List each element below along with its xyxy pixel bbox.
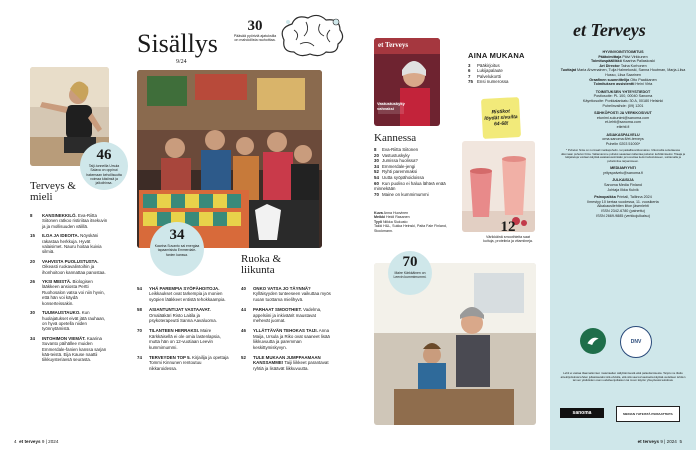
colophon-line (560, 68, 686, 77)
callout-46 (80, 142, 128, 190)
toc-entry (137, 328, 235, 350)
colophon-group (560, 178, 686, 192)
toc-heading: TUUMAUSTAUKO. (42, 310, 81, 316)
callout-34 (150, 222, 204, 276)
list-page: 60 (374, 180, 379, 186)
colophon-group-title: MEDIAMYYNTI (610, 166, 636, 171)
cover-tag-1: Vastustuskyky (377, 101, 405, 106)
footer-issue: 9 | 2024 (660, 439, 677, 444)
list-page: 20 (374, 152, 379, 158)
toc-page: 20 (30, 258, 35, 264)
list-text: Vastustuskyky (382, 152, 410, 158)
toc-heading: YKSI MEISTÄ. (42, 279, 72, 285)
list-text: Kun puoliso ei halua lähteä enää minnekään (374, 180, 446, 192)
colophon-text (560, 50, 686, 221)
colophon-bottom-note: Lehti ei vastaa tilaamattomien materiaalien säilyttämisestä eikä palauttamisesta. Tarjotu ne tilattu ainekirjoituksia lehden julkaistavaksi sitä ehdolla, että sitä saa korvauksetta käyttää uudelleen lehden tai sen yksiköiden osan uudelleenjulkaisun tai muun käytön yhteydessä tekstissä. (560, 371, 686, 382)
colophon-value[interactable]: etlehti.fi (616, 124, 630, 129)
credit-text: Niikka Siukusto (382, 219, 408, 224)
colophon-value: Johtaja Ilkka Kulvik (607, 187, 639, 192)
cover-thumbnail (374, 38, 440, 126)
colophon-group (560, 90, 686, 108)
colophon-fineprint: * Puhelun hinta on normaali matkapuhelin- tai paikallisverkkomaksu. Ulkomailta soitettaessa ulkomaan puhelun hinta. Valtamamme puhelut saatetaan tallentaa palvelun kehittämiseksi. Tilaaja ja lukijatietoja voidaan käyttää asiakasviestintään ja luovuttaa tiedot tarkoitukseen, soittamalla ja puhelimitse tarjoamiseen. (560, 148, 686, 163)
page-title: Sisällys (137, 29, 218, 58)
sanoma-logo-text: sanoma (572, 410, 592, 416)
list-text: Uutta syöpähoidoissa (382, 174, 424, 180)
toc-entry (30, 233, 112, 255)
footer-left (14, 439, 58, 444)
colophon-value: Otto Paakkanen (630, 77, 657, 82)
toc-entry (137, 355, 235, 371)
mind2-entries (137, 286, 235, 376)
colophon-value[interactable]: et-lehti@sanoma.com (605, 120, 641, 125)
callout-12-number: 12 (500, 219, 516, 235)
colophon-value: Päivi Virkkunen (622, 54, 648, 59)
toc-text: Kaarina Suvanto päihällee muiden Emmerdale-fanien kanssa sarjan kää-teistä. Eija Kause naattii tiikkuysteriavsä seurasta. (42, 335, 107, 363)
aina-mukana-list (468, 63, 538, 85)
callout-12 (480, 219, 536, 244)
toc-entry (241, 307, 337, 323)
colophon-group-title: HYVINVOINTITOIMITUS (602, 50, 644, 54)
list-page: 75 (468, 79, 473, 85)
colophon-group-title: JULKAISIJA (612, 178, 634, 183)
colophon-group (560, 166, 686, 175)
toc-entry (137, 286, 235, 302)
colophon-value[interactable]: etunimi.sukunimi@sanoma.com (596, 115, 650, 120)
list-text: Maine on kummimummi (382, 191, 429, 197)
toc-text: Kun huolajatukset eivät jätä rauhaan, on hyvä opetella niiden työnnytämistä. (42, 310, 106, 332)
crossword-note-text: Ristikot löydät sivuilta 64-68! (484, 108, 518, 128)
colophon-value: Printall, Tallinna 2024 (616, 195, 652, 200)
toc-heading: YHÄ PAREMPIA SYÖPÄHOITOJA. (149, 286, 220, 291)
crossword-note (481, 97, 521, 139)
list-page: 54 (374, 174, 379, 180)
list-text: Ryhti paremmaksi (382, 169, 418, 175)
callout-70-number: 70 (402, 254, 418, 270)
toc-text: Vadelma, appelsiini ja inkiväärit maustavat mehevät juomat. (253, 307, 322, 324)
toc-text: Maire Kärkkäisellä ei ole omia lastenlapsia, mutta hän on 12-vuotiaan Leevin kummimummi. (149, 328, 221, 350)
list-item (468, 79, 538, 84)
colophon-label: Art Director (599, 63, 620, 68)
colophon-group (560, 50, 686, 87)
toc-page: 58 (137, 307, 142, 313)
credit-line (374, 224, 458, 233)
list-page: 52 (374, 169, 379, 175)
toc-text: Eva-Riitta Siitonen ratkoo ristiriitaa itsekuvin ja ja mollisuuden välillä. (42, 213, 108, 229)
toc-entry (241, 286, 337, 302)
colophon-value: Ilmestyy 10 kertaa vuodessa, 11. vuosikerta (587, 199, 659, 204)
toc-heading: PARHAAT SMOOTHIET. (253, 307, 302, 313)
colophon-value: Maria Ahvenainen, Tuija Halmekoski, Sanna Houtman, Marja-Liisa Husso, Liisa Saarinen (577, 68, 686, 77)
toc-page: 46 (241, 328, 246, 334)
colophon-label: Painopaikka (594, 195, 616, 200)
list-text: Eva-Riitta Siitonen (382, 147, 419, 152)
credit-label: Meikki (374, 215, 385, 220)
callout-30-number: 30 (247, 18, 263, 34)
list-text: Palvelukortti (477, 73, 501, 79)
callout-46-number: 46 (96, 147, 112, 163)
mind-entries (30, 213, 112, 367)
toc-page: 26 (30, 279, 35, 285)
toc-text: Anna Maija, Ursula ja Riko ovat saaneet lisää liikkuvuutta ja paremman keskittymiskyvyn. (253, 328, 330, 350)
toc-text: Omalääkäri Risto Laitila ja psykoterapeutti Sanna Aavaluoma. (149, 312, 217, 324)
toc-heading: KANSINEKKILÖ. (42, 213, 77, 218)
colophon-value: ISSN 2342-6780 (painettu) (601, 209, 645, 214)
list-item (374, 181, 456, 192)
toc-entry (30, 336, 112, 363)
media-principles-text: MEDIAN YHTEISTÄ PERIAATTEITA (623, 412, 673, 416)
toc-heading: VAHVISTA PUOLUSTUSTA. (42, 258, 99, 264)
toc-entry (241, 355, 337, 371)
dnv-badge-text: DNV (630, 339, 642, 345)
cover-brand: et Terveys (378, 41, 409, 49)
toc-heading: TILANTEEN HERRAKSI. (149, 328, 200, 334)
list-text: Ensi numerossa (477, 79, 509, 85)
callout-46-text: Taiji-tunneilla Ursula Salava on oppinut hakemaan kehollisuutta voimaa käsiinsä ja jalkoihinsa. (86, 164, 122, 186)
toc-text: Kylläisyyden tunteeseen vaikuttaa myös ruoan tuottama mielihyvä. (253, 291, 331, 302)
colophon-value: Sanoma Media Finland (604, 183, 642, 188)
footer-brand: et terveys (637, 439, 660, 444)
colophon-value: Puhelin 0203 51000* (605, 141, 641, 146)
colophon-label: Päätoimittaja (598, 54, 622, 59)
colophon-value: Aikakausilehtien liiton jäsenlehti (597, 204, 649, 209)
toc-text: Nöyskäni rakastaa herkkuja. Hyvät valaisimet. Nauru hoitaa kuivia silmiä. (42, 233, 102, 255)
brain-doodle-icon (276, 14, 348, 58)
callout-70-text: Maire Kärkkäinen on Leevin kummimummi. (393, 271, 427, 280)
move-entries (241, 286, 337, 376)
list-text: Pääkirjoitus (477, 63, 500, 68)
media-principles-badge (616, 406, 680, 422)
list-text: Jumissa huolissa? (382, 158, 418, 164)
cover-credits (374, 211, 458, 233)
toc-heading: INTOHIMON VIEMÄT. (42, 335, 86, 341)
colophon-group (560, 133, 686, 147)
list-text: Emmerdale-jengi (382, 163, 416, 169)
colophon-value: Puhelinvaihde: (09) 1201 (602, 103, 644, 108)
colophon-label: Tuottajat (560, 68, 577, 73)
toc-page: 44 (241, 307, 246, 313)
list-page: 6 (468, 68, 471, 74)
footer-right (638, 439, 682, 444)
list-text: Lukijapalaute (477, 68, 503, 74)
toc-heading: TULE MUKAAN JUMPPAAMAAN KANSSAMME! (253, 355, 321, 366)
toc-entry (30, 310, 112, 332)
footer-brand: et terveys (19, 439, 41, 444)
toc-page: 74 (137, 355, 142, 361)
toc-page: 8 (30, 213, 33, 218)
toc-page: 70 (137, 328, 142, 334)
credit-text: Anna Huovinen (383, 211, 409, 215)
list-page: 7 (468, 73, 471, 79)
section-title-mind: Terveys & mieli (30, 180, 76, 203)
colophon-value[interactable]: yrityspalvelu@sanoma.fi (602, 170, 644, 175)
toc-page: 30 (30, 310, 35, 316)
toc-heading: ONKO VATSA JO TÄYNNÄ? (253, 286, 311, 291)
credit-label: Tyyli (374, 219, 382, 224)
toc-page: 52 (241, 355, 246, 361)
callout-70 (388, 251, 432, 295)
footer-issue: 9 | 2024 (41, 439, 59, 444)
callout-30 (232, 18, 278, 43)
colophon-line (560, 82, 686, 87)
toc-page: 34 (30, 335, 35, 341)
cover-tag-2: vahvaksi (377, 106, 394, 111)
list-page: 34 (374, 163, 379, 169)
credit-label: Kuva (374, 211, 383, 215)
emmerdale-group-photo (137, 70, 322, 248)
toc-entry (30, 279, 112, 306)
colophon-label: Toimituspäällikkö (590, 59, 622, 64)
toc-text: Biologisen lääkkeen ansiosta Pertti Ruohosalon vatsa voi niin hyvin, että hän voi käydä konserteissakin. (42, 279, 105, 306)
section-title-move: Ruoka & liikunta (241, 253, 282, 276)
credit-text: Takki H&L, Sukka Heinski, Paita Fale Finland, Stockmann. (374, 224, 447, 233)
colophon-group-title: SÄHKÖPOSTI JA VERKKOSIVUT (594, 111, 652, 116)
list-page: 3 (468, 63, 471, 68)
callout-30-text: Pääsää pyöriviä ajatuksilla on mahdollista rauhoittaa. (233, 34, 277, 43)
toc-heading: ASIANTUNTIJAT VASTAAVAT. (149, 307, 211, 313)
colophon-group-title: ASIAKASPALVELU (606, 132, 640, 137)
toc-page: 40 (241, 286, 246, 291)
toc-text: Taiji liikkeet parantavat ryhtiä ja lisäävät liikkuvuutta. (253, 360, 329, 371)
toc-entry (137, 307, 235, 323)
swan-ecolabel-icon (580, 328, 606, 354)
issue-label: 9/24 (176, 59, 187, 65)
credit-text: Heidi Rasanen (386, 215, 410, 220)
list-page: 8 (374, 147, 377, 152)
toc-heading: TERVEYDEN TOP 5. (149, 355, 191, 361)
colophon-value: Taina Korhonen (620, 63, 647, 68)
colophon-value: Käyntiosoite: Porkkalankatu 30 A, 00180 Helsinki (582, 98, 664, 103)
colophon-group (560, 149, 686, 163)
section-title-cover: Kannessa (374, 132, 417, 144)
colophon-label: Graafinen suunnittelija (589, 77, 630, 82)
callout-12-text: Värikkäinä smoothieita saat kuituja, proteiinia ja vitamiineja. (483, 235, 533, 244)
colophon-group-title: TOIMITUKSEN YHTEYSTIEDOT (595, 89, 651, 94)
toc-entry (30, 213, 112, 229)
list-page: 70 (374, 191, 379, 197)
colophon-value: Kaarina Pallaskoski (622, 59, 656, 64)
dnv-badge (620, 326, 652, 358)
cover-list (374, 147, 456, 197)
colophon-logo: et Terveys (573, 20, 646, 40)
toc-entry (241, 328, 337, 350)
aina-mukana-title: AINA MUKANA (468, 51, 525, 60)
toc-page: 54 (137, 286, 142, 291)
colophon-label: Toimituksen assistentti (593, 82, 635, 87)
callout-34-text: Kaarina Suvanto sai energiaa tapaamisista Emmerdale-fanien kanssa. (154, 244, 200, 257)
toc-page: 15 (30, 233, 35, 239)
toc-text: Leikkaukset ovat tarkempia ja monien syöpien lääkkeet entistä tehokkaampia. (149, 291, 226, 302)
colophon-group (560, 195, 686, 218)
toc-heading: YLLÄTTÄVÄN TEHOKAS TAIJI. (253, 328, 318, 334)
callout-34-number: 34 (169, 227, 185, 243)
colophon-group (560, 111, 686, 129)
colophon-value: ISSN 2669-9885 (verkkojulkaisu) (596, 213, 650, 218)
list-page: 30 (374, 158, 379, 164)
list-item (374, 192, 456, 198)
toc-text: Kirjailija ja opettaja Tommi Kinnunen rentoutuu nikkaroidessa. (149, 355, 229, 371)
footer-page: 5 (679, 439, 682, 444)
toc-heading: ILOA JA IDEOITA. (42, 233, 79, 239)
toc-entry (30, 259, 112, 275)
toc-text: Oikeasti ruokavalintoihin ja ihonhoitoon kannattaa panostaa. (42, 264, 106, 275)
colophon-value[interactable]: oma.sanoma.fi/et-terveys (602, 137, 644, 142)
footer-page: 4 (14, 439, 17, 444)
colophon-value: Postiosoite: PL 100, 00040 Sanoma (593, 94, 653, 99)
sanoma-logo (560, 408, 604, 418)
colophon-value: Heini Virta (635, 82, 653, 87)
